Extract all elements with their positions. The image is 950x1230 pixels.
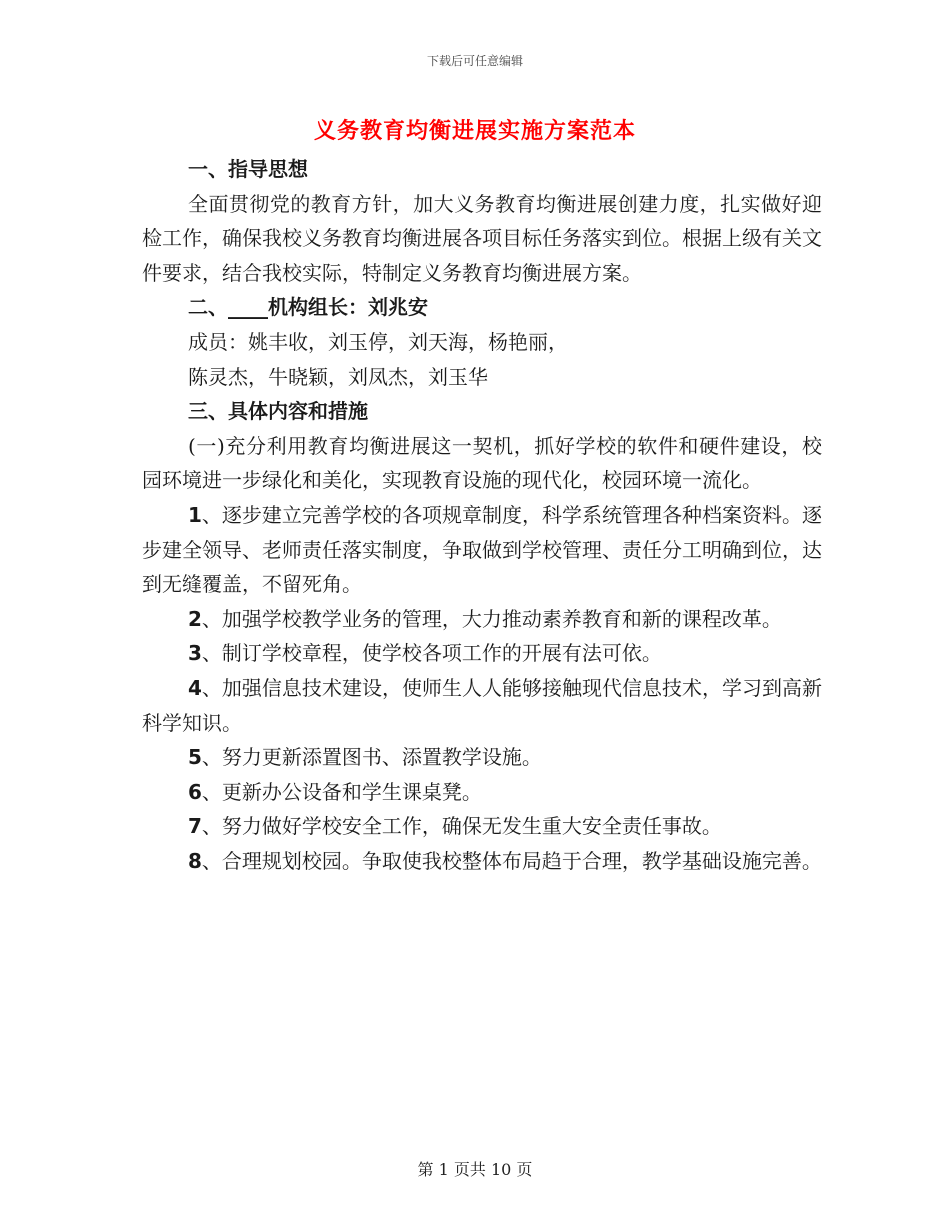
- measure-item: [142, 809, 822, 844]
- measure-text: 、更新办公设备和学生课桌凳。: [201, 779, 482, 804]
- measure-number: 7: [188, 814, 202, 839]
- measure-item: [142, 775, 822, 810]
- measure-number: 3: [188, 641, 202, 666]
- page-number: 第 1 页共 10 页: [417, 1160, 533, 1179]
- measure-number: 6: [188, 779, 202, 804]
- measure-text: 、逐步建立完善学校的各项规章制度，科学系统管理各种档案资料。逐步建全领导、老师责任落实制度，争取做到学校管理、责任分工明确到位，达到无缝覆盖，不留死角。: [142, 502, 822, 597]
- section-3-intro: (一)充分利用教育均衡进展这一契机，抓好学校的软件和硬件建设，校园环境进一步绿化和美化，实现教育设施的现代化，校园环境一流化。: [142, 433, 822, 493]
- document-body: [142, 152, 822, 878]
- measure-text: 、合理规划校园。争取使我校整体布局趋于合理，教学基础设施完善。: [201, 848, 822, 873]
- measure-text: 、努力做好学校安全工作，确保无发生重大安全责任事故。: [201, 814, 722, 839]
- section-1-body: 全面贯彻党的教育方针，加大义务教育均衡进展创建力度，扎实做好迎检工作，确保我校义务教育均衡进展各项目标任务落实到位。根据上级有关文件要求，结合我校实际，特制定义务教育均衡进展方案。: [142, 191, 822, 285]
- measure-number: 8: [188, 848, 202, 873]
- section-1-heading: 一、指导思想: [188, 157, 308, 181]
- measure-text: 、加强信息技术建设，使师生人人能够接触现代信息技术，学习到高新科学知识。: [142, 675, 822, 735]
- measure-item: [142, 844, 822, 879]
- measure-item: [142, 671, 822, 740]
- members-line-2: 陈灵杰，牛晓颖，刘凤杰，刘玉华: [188, 364, 488, 389]
- document-title: 义务教育均衡进展实施方案范本: [313, 119, 636, 144]
- measure-item: [142, 740, 822, 775]
- members-line-1: 成员：姚丰收，刘玉停，刘天海，杨艳丽，: [188, 329, 568, 354]
- measure-item: [142, 602, 822, 637]
- measure-item: [142, 636, 822, 671]
- measure-number: 2: [188, 606, 202, 631]
- measure-number: 1: [188, 502, 202, 527]
- measure-number: 5: [188, 745, 202, 770]
- measure-text: 、制订学校章程，使学校各项工作的开展有法可依。: [201, 641, 662, 666]
- measure-text: 、努力更新添置图书、添置教学设施。: [201, 745, 542, 770]
- measure-number: 4: [188, 675, 202, 700]
- section-2-heading: 二、____机构组长：刘兆安: [188, 295, 428, 320]
- section-3-heading: 三、具体内容和措施: [188, 399, 368, 424]
- measure-item: [142, 498, 822, 602]
- page-header-note: 下载后可任意编辑: [426, 54, 523, 68]
- measure-text: 、加强学校教学业务的管理，大力推动素养教育和新的课程改革。: [201, 606, 782, 631]
